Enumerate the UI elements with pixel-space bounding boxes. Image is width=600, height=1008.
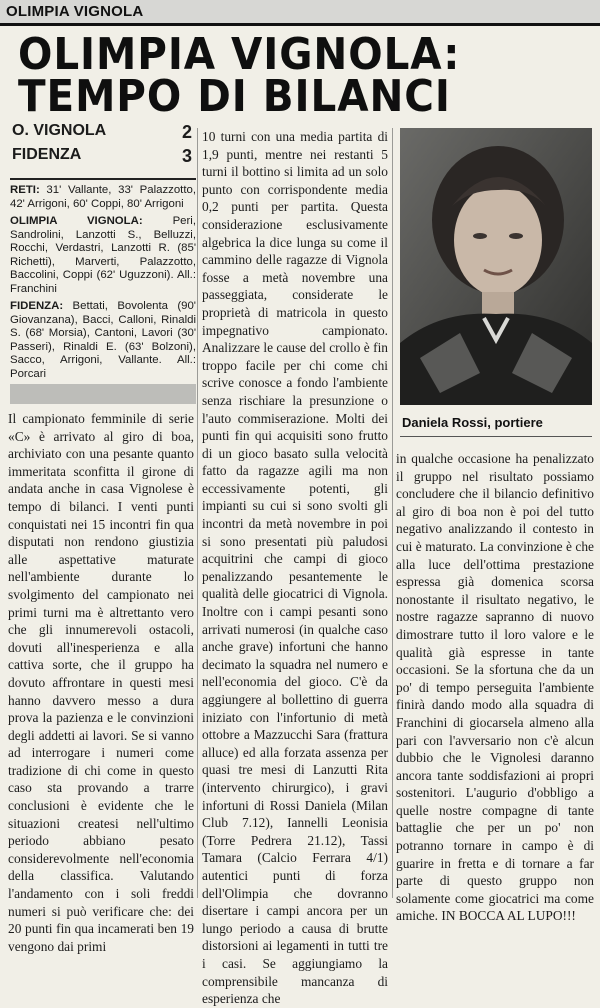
article-column-1 <box>8 410 194 955</box>
article-text-col-3: in qualche occasione ha penalizzato il gruppo nel risultato possiamo concludere che il bilancio definitivo al giro di boa non è poi del tutto negativo analizzando il contesto in cui è maturato. La convinzione è che alla luce dell'ottima prestazione espressa già domenica scorsa nonostante il risultato negativo, le nostre ragazze sapranno di nuovo dimostrare tutto il loro valore e le qualità già espresse in tante occasioni. Se la sfortuna che da un po' di tempo perseguita l'ambiente finirà dando modo alla squadra di Franchini di giocarsela almeno alla pari con l'avversario non c'è alcun dubbio che le Vignolesi daranno ancora tante soddisfazioni ai propri sostenitori. L'augurio d'obbligo a quelle nostre compagne di tante battaglie che per un po' non potranno tornare in campo è di guarire in fretta e di tornare a far parte di questo gruppo non solamente come giocatrici ma come amiche. IN BOCCA AL LUPO!!! <box>396 451 594 924</box>
match-summary <box>10 184 196 381</box>
home-lineup-paragraph <box>10 215 196 296</box>
caption-divider <box>400 436 592 437</box>
away-lineup-paragraph <box>10 300 196 381</box>
away-team-name: FIDENZA <box>12 146 82 163</box>
player-photo <box>400 128 592 405</box>
goals-label: RETI: <box>10 184 40 196</box>
score-box <box>10 122 196 385</box>
home-team-name: O. VIGNOLA <box>12 122 107 139</box>
photo-caption: Daniela Rossi, portiere <box>402 415 543 430</box>
article-text-col-2: 10 turni con una media partita di 1,9 punti, mentre nei restanti 5 turni il bottino si limita ad un solo punto con corrispondente media 0,2 punti per partita. Questa considerazione esclusivamente algebrica la dice lunga su come il cammino delle ragazze di Vignola fosse a metà novembre una passeggiata, considerate le proprietà di matricola in questo impegnativo campionato. Analizzare le cause del crollo è fin troppo facile per chi come chi scrive conosce a fondo l'ambiente senza rischiare la presunzione o l'auto commiserazione. Molti dei punti fin qui acquisiti sono frutto di un gioco basato sulla velocità fatto da ragazze agili ma non eccessivamente potenti, gli impianti su cui si sono svolti gli incontri da metà novembre in poi si sono presentati più paludosi acquitrini che campi di gioco penalizzando pesantemente le qualità delle giocatrici di Vignola. Inoltre con i campi pesanti sono arrivati numerosi (in qualche caso anche grave) infortuni che hanno decimato la squadra nel numero e nell'economia del gioco. C'è da aggiungere al bollettino di guerra iniziato con l'infortunio di metà ottobre a Mazzucchi Sara (frattura alluce) ed alla forzata assenza per quasi tre mesi di Lanzutti Rita (intervento chirurgico), i gravi infortuni di Rossi Daniela (Milan Club 7.12), Iannelli Leonisia (Torre Pedrera 21.12), Tassi Tamara (Calcio Ferrara 4/1) autentici punti di forza dell'Olimpia che dovranno disertare i campi ancora per un lungo periodo a causa di brutte distorsioni ai legamenti in tutti tre i casi. Se aggiungiamo la comprensibile mancanza di esperienza che <box>202 129 388 1007</box>
score-divider <box>10 178 196 180</box>
goals-text: 31' Vallante, 33' Palazzotto, 42' Arrigoni, 60' Coppi, 80' Arrigoni <box>10 184 196 210</box>
headline-line-1: OLIMPIA VIGNOLA: <box>18 29 461 80</box>
column-divider <box>392 128 393 898</box>
headline <box>18 29 542 122</box>
home-lineup-label: OLIMPIA VIGNOLA: <box>10 215 143 227</box>
away-team-goals: 3 <box>181 146 192 166</box>
home-team-goals: 2 <box>181 122 192 142</box>
headline-line-2: TEMPO DI BILANCI <box>18 71 451 122</box>
summary-footer-band <box>10 384 196 404</box>
article-column-3 <box>396 450 594 925</box>
article-text-col-1: Il campionato femminile di serie «C» è arrivato al giro di boa, archiviato con una pesante quanto immeritata sconfitta il girone di andata anche in casa Vignolese è tempo di bilanci. I venti punti conquistati nei 15 incontri fin qua disputati non rendono giustizia alle aspettative maturate nell'ambiente durante lo svolgimento del campionato nei primi turni ma è altrettanto vero che gli innumerevoli ostacoli, dovuti all'inesperienza e alla cattiva sorte, che il gruppo ha dovuto affrontare in questi mesi hanno davvero messo a dura prova la pazienza e le convinzioni degli addetti ai lavori. Se si vanno ad interrogare i numeri come tradizione di chi come in questo caso sta provando a trarre conclusioni è evidente che le situazioni createsi nell'ultimo periodo abbiano pesato considerevolmente nell'economia della classifica. Valutando l'andamento con i soli freddi numeri si può verificare che: dei 20 punti fin qua incamerati ben 19 vengono dai primi <box>8 411 194 954</box>
away-lineup-label: FIDENZA: <box>10 300 64 312</box>
article-column-2 <box>202 128 388 1008</box>
portrait-image <box>400 128 592 405</box>
home-team-row <box>10 122 196 146</box>
column-divider <box>197 128 198 898</box>
section-kicker: OLIMPIA VIGNOLA <box>6 3 144 20</box>
section-rule <box>0 23 600 26</box>
away-lineup-text: Bettati, Bovolenta (90' Giovanzana), Bacci, Calloni, Rinaldi S. (68' Morsia), Cantoni, Lavori (30' Passeri), Rinaldi E. (63' Bolzoni), Sacco, Arrigoni, Vallante. All.: Porcari <box>10 300 196 380</box>
home-lineup-text: Peri, Sandrolini, Lanzotti S., Belluzzi, Rocchi, Verdastri, Lanzotti R. (85' Richetti), Marverti, Palazzotto, Baccolini, Coppi (62' Uguzzoni). All.: Franchini <box>10 215 196 295</box>
goals-paragraph <box>10 184 196 211</box>
away-team-row <box>10 146 196 170</box>
section-bar <box>0 0 600 26</box>
